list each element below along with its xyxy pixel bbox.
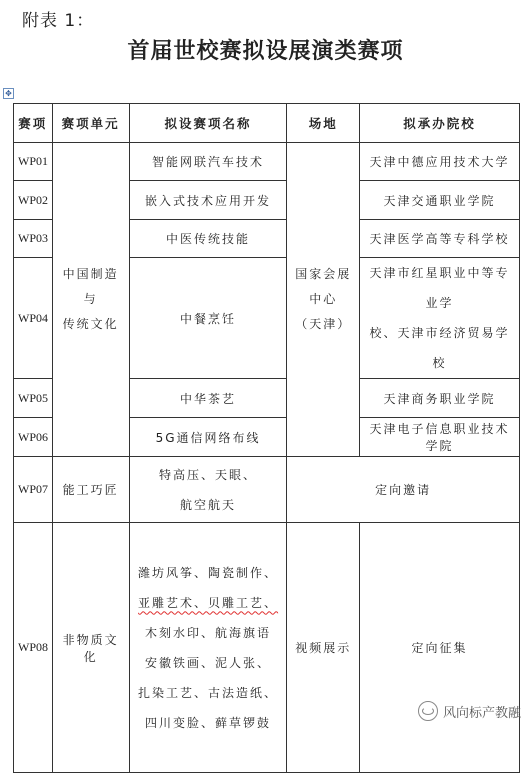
venue-line: （天津） [295,317,352,331]
event-code: WP04 [14,258,53,379]
watermark-text: 风向标产教融 [442,705,521,721]
event-code: WP08 [14,523,53,773]
header-venue: 场地 [287,104,360,143]
event-code: WP07 [14,457,53,523]
name-line: 扎染工艺、古法造纸、 [138,685,279,700]
appendix-label: 附表 1： [22,11,95,31]
table-row [14,523,520,773]
event-name [129,523,287,773]
unit-line: 传统文化 [62,317,119,331]
host-school: 定向征集 [360,523,520,773]
page-title [0,34,531,65]
host-school: 天津商务职业学院 [360,379,520,418]
event-code: WP03 [14,220,53,258]
name-line: 航空航天 [180,497,237,512]
venue-line: 国家会展 [295,267,352,281]
event-code: WP05 [14,379,53,418]
event-venue [287,143,360,457]
host-school: 天津中德应用技术大学 [360,143,520,181]
name-line: 木刻水印、航海旗语 [145,625,272,640]
header-unit: 赛项单元 [52,104,129,143]
wechat-logo-icon [418,701,438,721]
event-venue: 视频展示 [287,523,360,773]
events-table [13,103,520,773]
event-name: 中华茶艺 [129,379,287,418]
header-school: 拟承办院校 [360,104,520,143]
unit-line: 中国制造与 [62,267,119,306]
event-name: 智能网联汽车技术 [129,143,287,181]
event-code: WP01 [14,143,53,181]
name-line [136,588,281,618]
event-unit: 非物质文化 [52,523,129,773]
name-line: 特高压、天眼、 [159,467,258,482]
name-line: 潍坊风筝、陶瓷制作、 [138,565,279,580]
table-row [14,457,520,523]
school-line: 天津市红星职业中等专业学 [369,266,510,310]
host-school: 天津电子信息职业技术学院 [360,418,520,457]
host-school: 定向邀请 [287,457,520,523]
venue-line: 中心 [309,292,338,306]
event-name [129,457,287,523]
event-name: 中餐烹饪 [129,258,287,379]
table-row [14,143,520,181]
table-header-row [14,104,520,143]
name-line: 四川变脸、藓草锣鼓 [145,715,272,730]
host-school: 天津交通职业学院 [360,181,520,220]
header-name: 拟设赛项名称 [129,104,287,143]
name-line: 安徽铁画、泥人张、 [145,655,272,670]
event-unit: 能工巧匠 [52,457,129,523]
event-code: WP02 [14,181,53,220]
table-move-handle-icon[interactable]: ✥ [3,88,14,99]
watermark [418,701,521,721]
event-name: 中医传统技能 [129,220,287,258]
event-name: 5G通信网络布线 [129,418,287,457]
header-code: 赛项 [14,104,53,143]
event-unit [52,143,129,457]
host-school [360,258,520,379]
school-line: 校、天津市经济贸易学校 [369,326,510,370]
host-school: 天津医学高等专科学校 [360,220,520,258]
name-line-text: 亚雕艺术、贝雕工艺、 [138,595,279,610]
event-name: 嵌入式技术应用开发 [129,181,287,220]
event-code: WP06 [14,418,53,457]
title-text: 首届世校赛拟设展演类赛项 [127,39,404,64]
